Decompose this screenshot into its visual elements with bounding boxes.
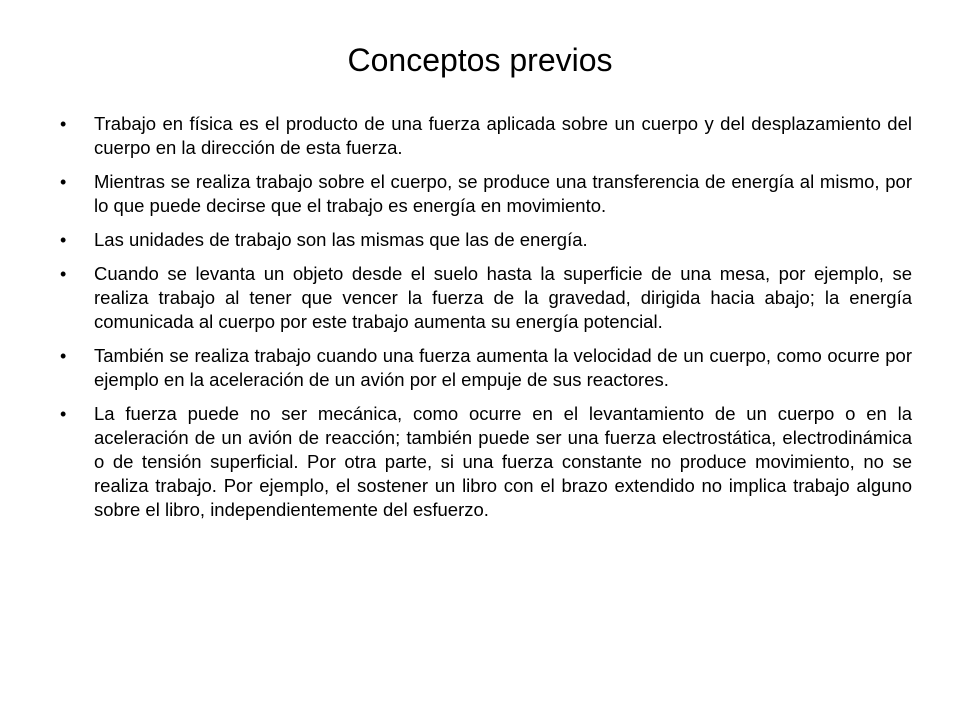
bullet-list — [60, 112, 912, 532]
bullet-text: Mientras se realiza trabajo sobre el cuerpo, se produce una transferencia de energía al mismo, por lo que puede decirse que el trabajo es energía en movimiento. — [94, 171, 912, 216]
bullet-item — [60, 402, 912, 522]
bullet-dot-icon: • — [60, 404, 67, 424]
bullet-text: Cuando se levanta un objeto desde el suelo hasta la superficie de una mesa, por ejemplo, se realiza trabajo al tener que vencer la fuerza de la gravedad, dirigida hacia abajo; la energía comunicada al cuerpo por este trabajo aumenta su energía potencial. — [94, 263, 912, 332]
slide-title: Conceptos previos — [347, 42, 613, 78]
bullet-text: Trabajo en física es el producto de una fuerza aplicada sobre un cuerpo y del desplazamiento del cuerpo en la dirección de esta fuerza. — [94, 113, 912, 158]
bullet-dot-icon: • — [60, 346, 67, 366]
bullet-dot-icon: • — [60, 230, 67, 250]
bullet-dot-icon: • — [60, 172, 67, 192]
bullet-dot-icon: • — [60, 264, 67, 284]
bullet-text: También se realiza trabajo cuando una fuerza aumenta la velocidad de un cuerpo, como ocurre por ejemplo en la aceleración de un avión por el empuje de sus reactores. — [94, 345, 912, 390]
bullet-dot-icon: • — [60, 114, 67, 134]
bullet-text: Las unidades de trabajo son las mismas que las de energía. — [94, 229, 588, 250]
bullet-text: La fuerza puede no ser mecánica, como ocurre en el levantamiento de un cuerpo o en la aceleración de un avión de reacción; también puede ser una fuerza electrostática, electrodinámica o de tensión superficial. Por otra parte, si una fuerza constante no produce movimiento, no se realiza trabajo. Por ejemplo, el sostener un libro con el brazo extendido no implica trabajo alguno sobre el libro, independientemente del esfuerzo. — [94, 403, 912, 520]
bullet-item — [60, 228, 912, 252]
bullet-item — [60, 262, 912, 334]
bullet-item — [60, 170, 912, 218]
bullet-item — [60, 112, 912, 160]
bullet-item — [60, 344, 912, 392]
